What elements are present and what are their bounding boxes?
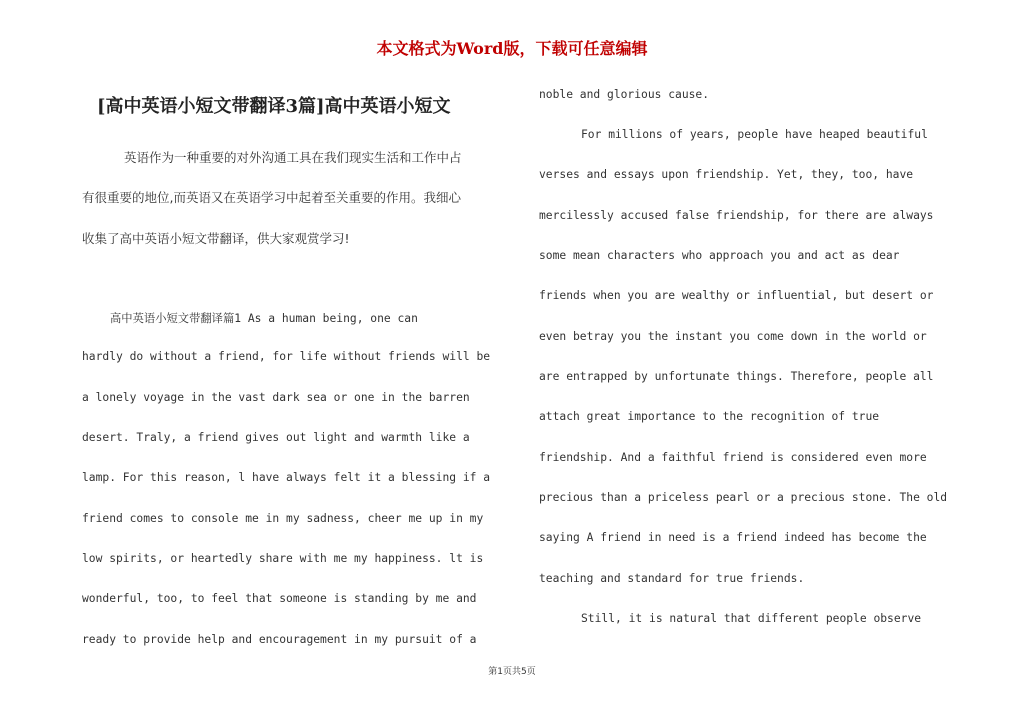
- body-line: mercilessly accused false friendship, for there are always: [539, 209, 934, 222]
- body-line: are entrapped by unfortunate things. Therefore, people all: [539, 370, 934, 383]
- body-line: low spirits, or heartedly share with me my happiness. lt is: [82, 552, 484, 565]
- page-footer: 第1页共5页: [488, 667, 536, 677]
- body-line: 有很重要的地位,而英语又在英语学习中起着至关重要的作用。我细心: [82, 190, 461, 205]
- body-line: 高中英语小短文带翻译篇1 As a human being, one can: [110, 312, 418, 325]
- body-line: hardly do without a friend, for life without friends will be: [82, 350, 491, 363]
- body-line: even betray you the instant you come down in the world or: [539, 330, 927, 343]
- body-line: attach great importance to the recognition of true: [539, 410, 880, 423]
- body-line: verses and essays upon friendship. Yet, they, too, have: [539, 168, 914, 181]
- body-line: friendship. And a faithful friend is considered even more: [539, 451, 927, 464]
- body-line: Still, it is natural that different people observe: [581, 612, 922, 625]
- body-line: friends when you are wealthy or influential, but desert or: [539, 289, 934, 302]
- body-line: 英语作为一种重要的对外沟通工具在我们现实生活和工作中占: [124, 150, 462, 165]
- body-line: saying A friend in need is a friend indeed has become the: [539, 531, 927, 544]
- body-line: desert. Traly, a friend gives out light and warmth like a: [82, 431, 470, 444]
- body-line: noble and glorious cause.: [539, 88, 710, 101]
- body-line: some mean characters who approach you and act as dear: [539, 249, 900, 262]
- body-line: wonderful, too, to feel that someone is standing by me and: [82, 592, 477, 605]
- body-line: 收集了高中英语小短文带翻译，供大家观赏学习!: [82, 231, 350, 246]
- body-line: lamp. For this reason, l have always felt it a blessing if a: [82, 471, 491, 484]
- header-banner: 本文格式为Word版，下载可任意编辑: [376, 39, 648, 58]
- body-line: For millions of years, people have heaped beautiful: [581, 128, 928, 141]
- document-title: [高中英语小短文带翻译3篇]高中英语小短文: [97, 96, 451, 117]
- body-line: teaching and standard for true friends.: [539, 572, 805, 585]
- body-line: friend comes to console me in my sadness, cheer me up in my: [82, 512, 484, 525]
- body-line: a lonely voyage in the vast dark sea or one in the barren: [82, 391, 470, 404]
- body-line: ready to provide help and encouragement in my pursuit of a: [82, 633, 477, 646]
- body-line: precious than a priceless pearl or a precious stone. The old: [539, 491, 948, 504]
